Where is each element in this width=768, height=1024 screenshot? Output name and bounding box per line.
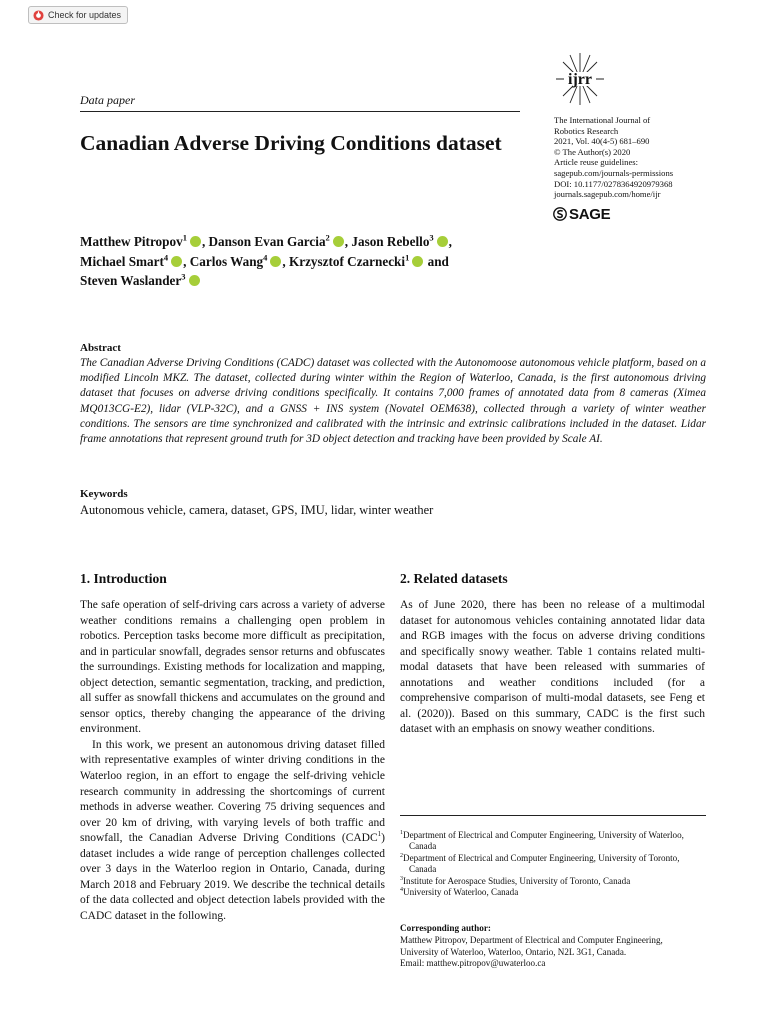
related-datasets-body: [400, 598, 705, 738]
keywords-text: Autonomous vehicle, camera, dataset, GPS, IMU, lidar, winter weather: [80, 503, 434, 517]
author: [289, 254, 449, 269]
affiliation-footnote: [400, 887, 706, 898]
footnote-text: Department of Electrical and Computer Engineering, University of Waterloo, Canada: [403, 830, 684, 852]
author-name: Steven Waslander: [80, 273, 182, 288]
author-name: Michael Smart: [80, 253, 164, 269]
footnote-number: 3: [400, 875, 403, 882]
orcid-icon[interactable]: [189, 275, 200, 286]
update-icon: [33, 10, 44, 21]
journal-info: [554, 115, 744, 200]
author-separator: ,: [282, 253, 289, 269]
footnote-text: Department of Electrical and Computer Engineering, University of Toronto, Canada: [403, 852, 680, 875]
affiliations: [400, 830, 706, 898]
author-separator: ,: [344, 234, 352, 249]
sage-mark-icon: [553, 207, 567, 221]
paragraph-text: In this work, we present an autonomous driving dataset filled with representative examples of winter driving conditions in the Waterloo region, in an effort to engage the self-driving vehicle research community in addressing the shortcomings of current methods in adverse weather. Covering 75 driving sequences and over 20 km of driving, with varying levels of both traffic and snowfall, the Canadian Adverse Driving Conditions (CADC: [80, 738, 385, 845]
journal-info-line: The International Journal of: [554, 115, 651, 125]
affiliation-footnote: [400, 830, 706, 853]
corresponding-author-email[interactable]: Email: matthew.pitropov@uwaterloo.ca: [400, 958, 546, 968]
author: [80, 273, 201, 288]
author-separator: ,: [448, 234, 452, 249]
affiliation-marker: 4: [263, 252, 268, 263]
paragraph: The safe operation of self-driving cars across a variety of adverse weather conditions remains a challenging open problem in robotics. Perception tasks become more difficult as precipitation, and in particular snowfall, degrades sensor returns and obfuscates the surroundings. Existing methods for localization and mapping, object detection, semantic segmentation, tracking, and prediction, all suffer as snowfall thickens and accumulates on the ground and sensor optics, thereby changing the appearance of the driving environment.: [80, 599, 385, 736]
footnote-text: Institute for Aerospace Studies, University of Toronto, Canada: [403, 875, 631, 886]
journal-homepage-link[interactable]: journals.sagepub.com/home/ijr: [554, 189, 661, 200]
doi-link[interactable]: DOI: 10.1177/0278364920979368: [554, 178, 673, 189]
journal-info-line: 2021, Vol. 40(4-5) 681–690: [554, 136, 650, 147]
orcid-icon[interactable]: [412, 256, 423, 267]
affiliation-marker: 3: [429, 232, 434, 243]
author-name: Krzysztof Czarnecki: [288, 253, 406, 269]
header-rule: [80, 111, 520, 112]
journal-logo: [550, 50, 610, 108]
orcid-icon[interactable]: [333, 236, 344, 247]
orcid-icon[interactable]: [190, 236, 201, 247]
affiliation-marker: 4: [163, 252, 169, 263]
corresponding-author-label: Corresponding author:: [400, 923, 491, 933]
check-for-updates-button[interactable]: [28, 6, 128, 24]
article-type: Data paper: [80, 93, 135, 107]
check-for-updates-label: Check for updates: [48, 10, 122, 20]
footnote-text: University of Waterloo, Canada: [403, 887, 519, 898]
author-name: Jason Rebello: [351, 234, 430, 249]
keywords-label: Keywords: [80, 488, 128, 500]
author-name: Danson Evan Garcia: [208, 234, 326, 249]
affiliation-marker: 1: [405, 252, 410, 263]
journal-info-line: sagepub.com/journals-permissions: [554, 167, 674, 178]
publisher-logo: [553, 206, 610, 222]
author-name: Carlos Wang: [189, 253, 264, 269]
author-separator: ,: [201, 234, 209, 249]
section-heading-introduction: 1. Introduction: [80, 571, 167, 586]
orcid-icon[interactable]: [437, 236, 448, 247]
abstract-label: Abstract: [80, 342, 121, 354]
affiliation-marker: 1: [182, 232, 187, 243]
abstract-text: The Canadian Adverse Driving Conditions (CADC) dataset was collected with the Autonomoose autonomous vehicle platform, based on a modified Lincoln MKZ. The dataset, collected during winter within the Region of Waterloo, Canada, is the first autonomous driving dataset that focuses on adverse driving conditions specifically. It contains 7,000 frames of annotated data from 8 cameras (Ximea MQ013CG-E2), lidar (VLP-32C), and a GNSS + INS system (Novatel OEM638), collected through a variety of winter weather conditions. The sensors are time synchronized and calibrated with the intrinsic and extrinsic calibrations included in the dataset. Lidar frame annotations that represent ground truth for 3D object detection and tracking have been provided by Scale AI.: [80, 357, 706, 446]
affiliation-footnote: [400, 876, 706, 887]
affiliation-footnote: [400, 853, 706, 876]
author-separator: and: [424, 253, 449, 269]
publisher-name: SAGE: [569, 205, 611, 223]
footnote-number: 2: [400, 852, 403, 859]
footnote-number: 1: [400, 829, 403, 836]
affiliation-marker: 2: [325, 232, 330, 243]
author: [209, 234, 352, 249]
orcid-icon[interactable]: [171, 256, 182, 267]
section-heading-related-datasets: 2. Related datasets: [400, 571, 508, 586]
journal-info-line: Article reuse guidelines:: [554, 157, 638, 168]
footnote-number: 4: [400, 887, 403, 893]
footnote-rule: [400, 815, 706, 816]
journal-info-line: © The Author(s) 2020: [554, 146, 631, 157]
paragraph-text: ) dataset includes a wide range of perception challenges collected over 3 days in the Waterloo region in Ontario, Canada, during March 2018 and February 2019. We describe the technical details of the data collected and object detection labels provided with the CADC dataset in the following.: [80, 832, 385, 922]
author-name: Matthew Pitropov: [80, 234, 183, 249]
paragraph: [80, 738, 385, 925]
footnote-marker[interactable]: 1: [377, 830, 382, 839]
journal-logo-text: ijrr: [568, 71, 592, 88]
author-list: [80, 232, 520, 291]
author: [80, 234, 209, 249]
corresponding-author-details: [400, 935, 710, 970]
paper-title: Canadian Adverse Driving Conditions dataset: [80, 131, 502, 155]
corresponding-author-line: University of Waterloo, Waterloo, Ontario, N2L 3G1, Canada.: [400, 946, 627, 957]
paragraph: As of June 2020, there has been no release of a multimodal dataset for autonomous vehicles containing annotated lidar data and RGB images with the focus on adverse driving conditions and specifically snowy weather. Table 1 contains related multi-modal datasets that have been released with summaries of annotations and weather conditions included (for a comprehensive comparison of multi-modal datasets, see Feng et al. (2020)). Based on this summary, CADC is the first such dataset with an emphasis on snowy weather conditions.: [400, 599, 705, 736]
affiliation-marker: 3: [181, 271, 186, 282]
corresponding-author-line: Matthew Pitropov, Department of Electrical and Computer Engineering,: [400, 935, 663, 945]
author: [80, 254, 190, 269]
author: [351, 234, 452, 249]
journal-info-line: Robotics Research: [554, 125, 619, 136]
author-separator: ,: [183, 253, 190, 269]
author: [190, 254, 289, 269]
introduction-body: [80, 598, 385, 924]
orcid-icon[interactable]: [270, 256, 281, 267]
